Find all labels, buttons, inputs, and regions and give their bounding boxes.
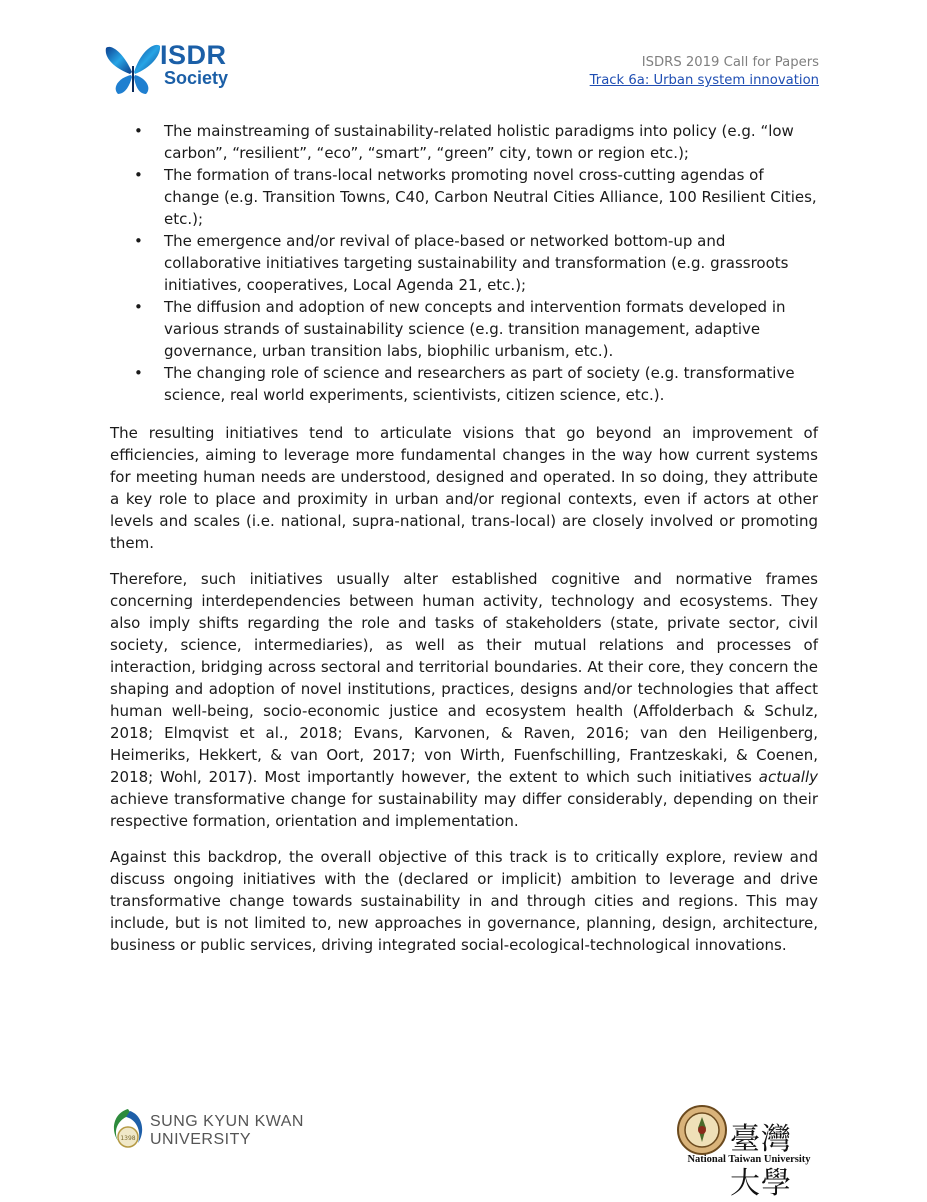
track-link[interactable]: Track 6a: Urban system innovation [589,73,819,88]
seal-year: 1398 [120,1135,136,1142]
logo-title: ISDR [160,40,227,70]
bullet-symbol: • [134,166,143,184]
list-item [110,230,818,296]
bullet-symbol: • [134,364,143,382]
list-item-text: The mainstreaming of sustainability-related holistic paradigms into policy (e.g. “low carbon”, “resilient”, “eco”, “smart”, “green” city, town or region etc.); [164,122,794,162]
list-item [110,164,818,230]
paragraph-resulting-initiatives: The resulting initiatives tend to articulate visions that go beyond an improvement of efficiencies, aiming to leverage more fundamental changes in the way how current systems for meeting human needs are understood, designed and operated. In so doing, they attribute a key role to place and proximity in urban and/or regional contexts, even if actors at other levels and scales (i.e. national, supra-national, trans-local) are closely involved or promoting them. [110,424,818,552]
document-body [110,120,818,956]
list-item-text: The formation of trans-local networks promoting novel cross-cutting agendas of change (e.g. Transition Towns, C40, Carbon Neutral Cities Alliance, 100 Resilient Cities, etc.); [164,166,817,228]
ntu-logo [672,1100,822,1201]
paragraph-text: achieve transformative change for sustainability may differ considerably, depending on their respective formation, orientation and implementation. [110,790,818,830]
isdr-logo [104,42,244,98]
paragraph-therefore [110,568,818,832]
ntu-name: National Taiwan University [687,1154,811,1165]
ntu-calligraphy: 臺灣大學 [730,1122,792,1201]
bullet-symbol: • [134,122,143,140]
list-item-text: The emergence and/or revival of place-based or networked bottom-up and collaborative initiatives targeting sustainability and transformation (e.g. grassroots initiatives, cooperatives, Local Agenda 21, etc.); [164,232,789,294]
paragraph-objective: Against this backdrop, the overall objective of this track is to critically explore, review and discuss ongoing initiatives with the (declared or implicit) ambition to leverage and drive transformative change towards sustainability in and through cities and regions. This may include, but is not limited to, new approaches in governance, planning, design, architecture, business or public services, driving integrated social-ecological-technological innovations. [110,848,818,954]
list-item [110,362,818,406]
emphasis-actually: actually [758,768,818,786]
list-item [110,120,818,164]
bullet-symbol: • [134,298,143,316]
ntu-seal-icon [676,1104,728,1156]
skku-name-line1: SUNG KYUN KWAN [150,1113,304,1130]
skku-logo [108,1107,308,1155]
paragraph-text: Therefore, such initiatives usually alter established cognitive and normative frames concerning interdependencies between human activity, technology and ecosystems. They also imply shifts regarding the role and tasks of stakeholders (state, private sector, civil society, science, intermediaries), as well as their mutual relations and processes of interaction, bridging across sectoral and territorial boundaries. At their core, they concern the shaping and adoption of novel institutions, practices, designs and/or technologies that affect human well-being, socio-economic justice and ecosystem health (Affolderbach & Schulz, 2018; Elmqvist et al., 2018; Evans, Karvonen, & Raven, 2016; van den Heiligenberg, Heimeriks, Hekkert, & van Oort, 2017; von Wirth, Fuenfschilling, Frantzeskaki, & Coenen, 2018; Wohl, 2017). Most importantly however, the extent to which such initiatives [110,570,818,786]
call-title: ISDRS 2019 Call for Papers [641,55,819,70]
list-item [110,296,818,362]
bullet-list [110,120,818,406]
skku-name-line2: UNIVERSITY [150,1131,252,1148]
list-item-text: The diffusion and adoption of new concepts and intervention formats developed in various strands of sustainability science (e.g. transition management, adaptive governance, urban transition labs, biophilic urbanism, etc.). [164,298,786,360]
butterfly-icon [104,42,162,98]
header-info [590,54,819,90]
bullet-symbol: • [134,232,143,250]
logo-subtitle: Society [164,68,229,88]
skku-emblem-icon [108,1107,148,1153]
list-item-text: The changing role of science and researchers as part of society (e.g. transformative science, real world experiments, scientivists, citizen science, etc.). [164,364,795,404]
